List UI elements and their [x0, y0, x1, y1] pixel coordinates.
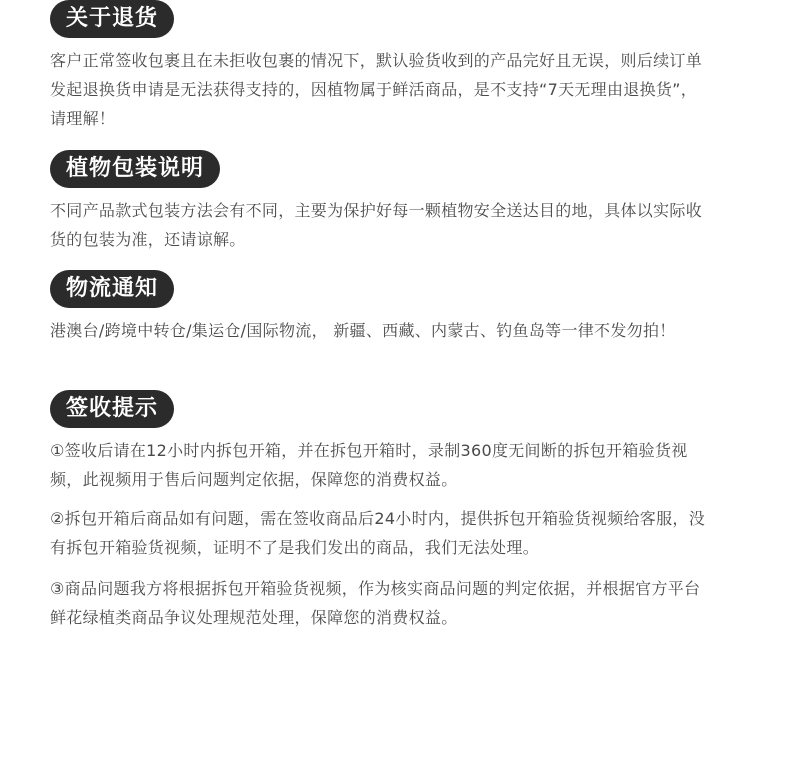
section-title-receipt: 签收提示 [50, 390, 174, 428]
receipt-tip-2: ②拆包开箱后商品如有问题，需在签收商品后24小时内，提供拆包开箱验货视频给客服，没有拆包开箱验货视频，证明不了是我们发出的商品，我们无法处理。 [50, 509, 706, 557]
section-title-logistics: 物流通知 [50, 270, 174, 308]
return-policy-text: 客户正常签收包裹且在未拒收包裹的情况下，默认验货收到的产品完好且无误，则后续订单发起退换货申请是无法获得支持的，因植物属于鲜活商品，是不支持“7天无理由退换货”， 请理解！ [50, 51, 703, 128]
packaging-text: 不同产品款式包装方法会有不同，主要为保护好每一颗植物安全送达目的地，具体以实际收货的包装为准，还请谅解。 [50, 201, 703, 249]
section-return-policy [50, 0, 710, 133]
section-receipt-tips [50, 390, 710, 632]
section-title-return: 关于退货 [50, 0, 174, 38]
section-title-packaging: 植物包装说明 [50, 150, 220, 188]
section-packaging [50, 150, 710, 254]
section-logistics [50, 270, 710, 345]
receipt-tip-3: ③商品问题我方将根据拆包开箱验货视频，作为核实商品问题的判定依据，并根据官方平台鲜花绿植类商品争议处理规范处理，保障您的消费权益。 [50, 579, 701, 627]
logistics-text: 港澳台/跨境中转仓/集运仓/国际物流， 新疆、西藏、内蒙古、钓鱼岛等一律不发勿拍！ [50, 321, 676, 340]
receipt-tip-1: ①签收后请在12小时内拆包开箱，并在拆包开箱时，录制360度无间断的拆包开箱验货视频，此视频用于售后问题判定依据，保障您的消费权益。 [50, 441, 688, 489]
